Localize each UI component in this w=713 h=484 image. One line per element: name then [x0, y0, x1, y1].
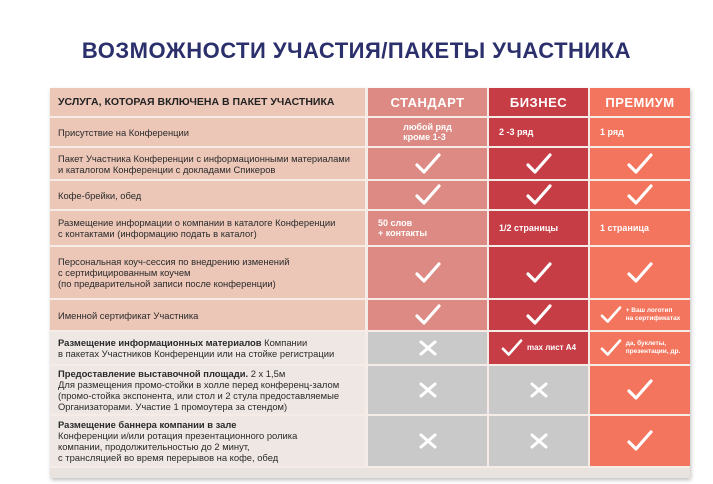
- a4-note: max лист А4: [526, 343, 577, 352]
- check-icon: [600, 339, 622, 357]
- check-icon: [600, 306, 622, 324]
- premium-catalog-info: 1 страница: [590, 211, 690, 247]
- service-attendance: Присутствие на Конференции: [50, 118, 368, 148]
- standard-banner: [368, 416, 489, 468]
- check-icon: [627, 379, 653, 401]
- premium-exhibition-space: [590, 366, 690, 416]
- premium-info-materials: [590, 332, 690, 366]
- check-icon: [627, 262, 653, 284]
- logo-note: + Ваш логотип на сертификатах: [625, 307, 681, 322]
- premium-coffee-breaks: [590, 181, 690, 211]
- check-icon: [415, 153, 441, 175]
- standard-coffee-breaks: [368, 181, 489, 211]
- standard-exhibition-space: [368, 366, 489, 416]
- standard-participant-pack: [368, 148, 489, 181]
- business-exhibition-space: [489, 366, 590, 416]
- service-certificate: Именной сертификат Участника: [50, 300, 368, 332]
- cross-icon: [419, 433, 437, 449]
- business-banner: [489, 416, 590, 468]
- business-attendance: 2 -3 ряд: [489, 118, 590, 148]
- booklets-note: да, буклеты, презентации, др.: [625, 340, 681, 355]
- check-icon: [501, 339, 523, 357]
- premium-attendance: 1 ряд: [590, 118, 690, 148]
- service-info-materials: Размещение информационных материалов Компании в пакетах Участников Конференции или на стойке регистрации: [50, 332, 368, 366]
- premium-coach-session: [590, 247, 690, 300]
- header-standard: СТАНДАРТ: [368, 88, 489, 118]
- business-participant-pack: [489, 148, 590, 181]
- check-icon: [526, 262, 552, 284]
- page-title: ВОЗМОЖНОСТИ УЧАСТИЯ/ПАКЕТЫ УЧАСТНИКА: [81, 38, 632, 63]
- check-icon: [627, 184, 653, 206]
- service-participant-pack: Пакет Участника Конференции с информационными материалами и каталогом Конференции с докладами Спикеров: [50, 148, 368, 181]
- standard-info-materials: [368, 332, 489, 366]
- check-icon: [526, 184, 552, 206]
- business-info-materials: [489, 332, 590, 366]
- standard-attendance: любой ряд кроме 1-3: [368, 118, 489, 148]
- premium-participant-pack: [590, 148, 690, 181]
- standard-catalog-info: 50 слов + контакты: [368, 211, 489, 247]
- header-business: БИЗНЕС: [489, 88, 590, 118]
- cross-icon: [530, 382, 548, 398]
- premium-certificate: [590, 300, 690, 332]
- check-icon: [526, 153, 552, 175]
- business-certificate: [489, 300, 590, 332]
- standard-certificate: [368, 300, 489, 332]
- service-catalog-info: Размещение информации о компании в каталоге Конференции с контактами (информацию подать в каталог): [50, 211, 368, 247]
- header-service: УСЛУГА, КОТОРАЯ ВКЛЮЧЕНА В ПАКЕТ УЧАСТНИКА: [50, 88, 368, 118]
- check-icon: [526, 304, 552, 326]
- packages-table: [50, 88, 690, 478]
- premium-banner: [590, 416, 690, 468]
- business-coffee-breaks: [489, 181, 590, 211]
- service-coffee-breaks: Кофе-брейки, обед: [50, 181, 368, 211]
- check-icon: [415, 184, 441, 206]
- service-exhibition-space: Предоставление выставочной площади. 2 х 1,5м Для размещения промо-стойки в холле перед конференц-залом (промо-стойка экспонента, или стол и 2 стула предоставляемые Организаторами. Участие 1 промоутера за стендом): [50, 366, 368, 416]
- service-coach-session: Персональная коуч-сессия по внедрению изменений с сертифицированным коучем (по предварительной записи после конференции): [50, 247, 368, 300]
- cross-icon: [419, 382, 437, 398]
- standard-coach-session: [368, 247, 489, 300]
- check-icon: [627, 430, 653, 452]
- check-icon: [415, 304, 441, 326]
- business-catalog-info: 1/2 страницы: [489, 211, 590, 247]
- business-coach-session: [489, 247, 590, 300]
- header-premium: ПРЕМИУМ: [590, 88, 690, 118]
- service-banner: Размещение баннера компании в зале Конференции и/или ротация презентационного ролика компании, продолжительностью до 2 минут, с трансляцией во время перерывов на кофе, обед: [50, 416, 368, 468]
- cross-icon: [530, 433, 548, 449]
- cross-icon: [419, 340, 437, 356]
- check-icon: [415, 262, 441, 284]
- check-icon: [627, 153, 653, 175]
